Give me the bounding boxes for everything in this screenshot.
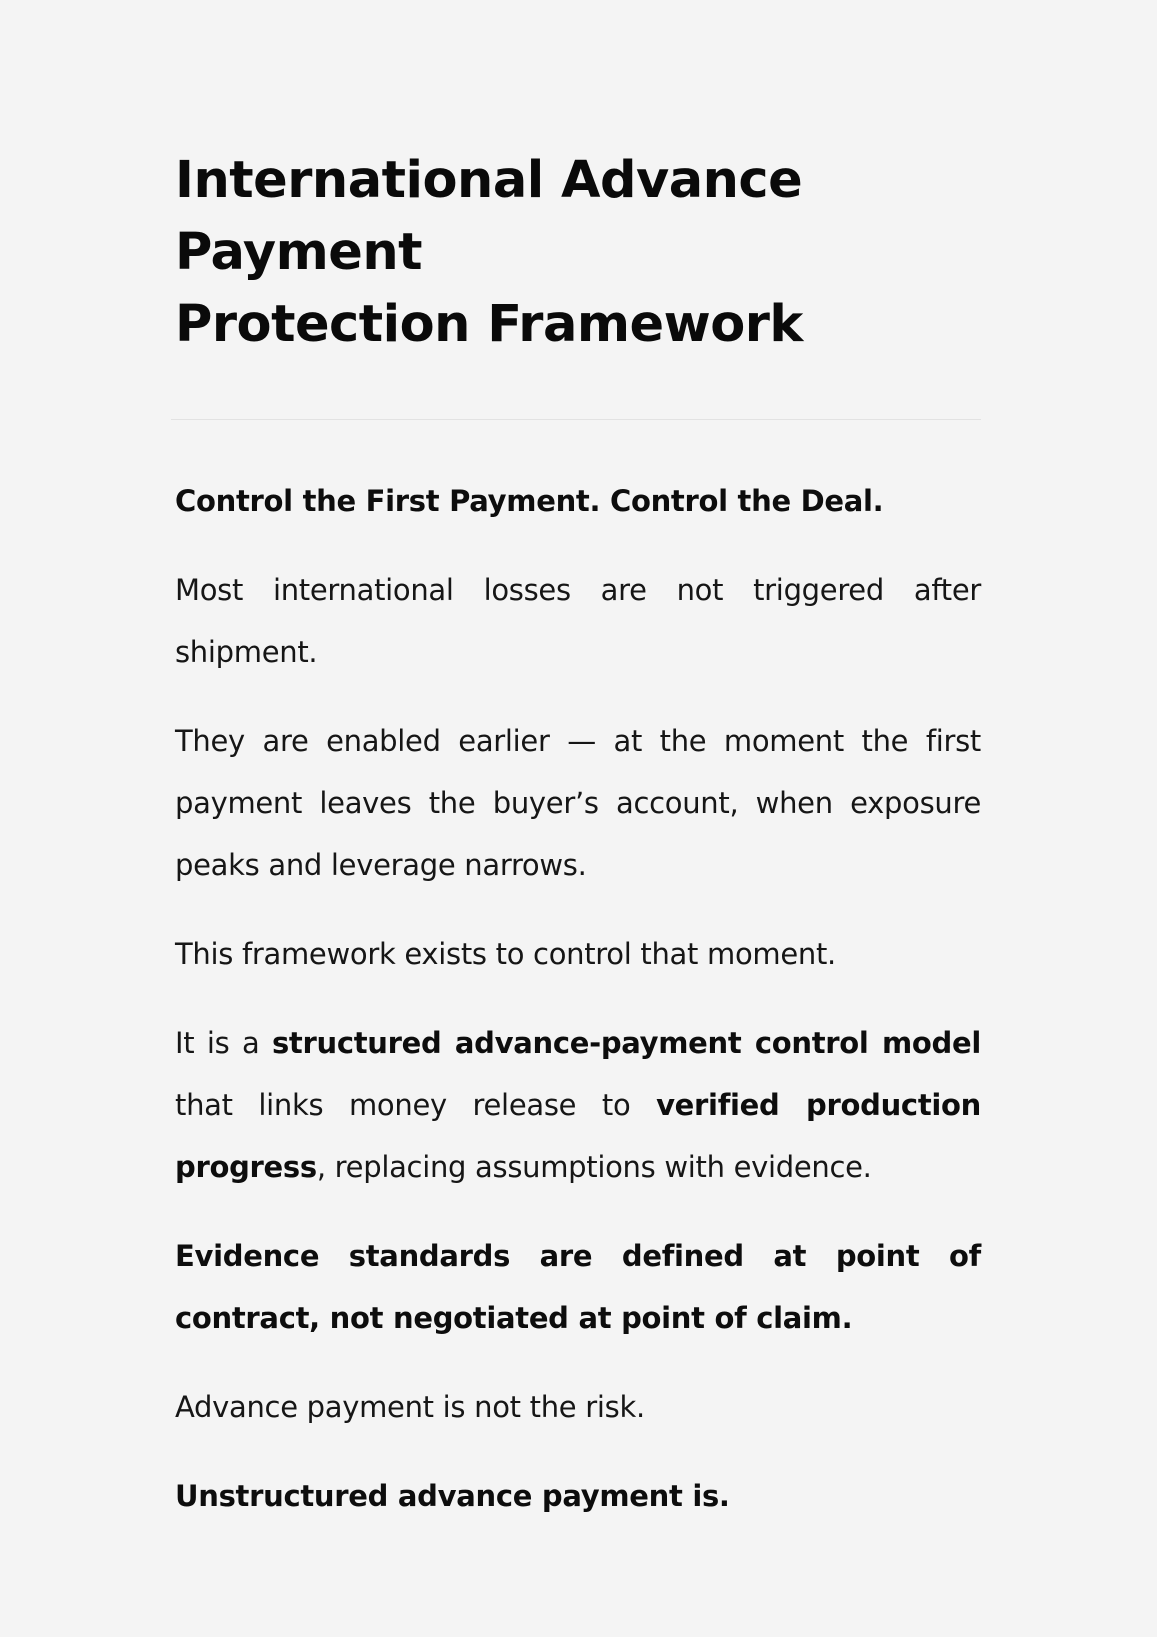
section-subheading: Control the First Payment. Control the Deal. <box>175 484 884 518</box>
title-line-2: Protection Framework <box>175 295 803 354</box>
control-model-emphasis-1: structured advance-payment control model <box>271 1026 981 1060</box>
control-model-text-1: It is a <box>175 1026 272 1060</box>
paragraph-framework-purpose: This framework exists to control that moment. <box>175 937 836 971</box>
title-line-1: International Advance Payment <box>175 151 803 282</box>
divider <box>171 419 981 420</box>
paragraph-first-payment: They are enabled earlier — at the moment the first payment leaves the buyer’s account, when exposure peaks and leverage narrows. <box>175 724 981 882</box>
paragraph-losses: Most international losses are not triggered after shipment. <box>175 573 981 669</box>
paragraph-unstructured: Unstructured advance payment is. <box>175 1479 730 1513</box>
control-model-emphasis-2: verified production progress <box>175 1088 981 1184</box>
document-title <box>175 145 981 361</box>
paragraph-control-model <box>175 1012 981 1198</box>
control-model-text-2: that links money release to <box>175 1088 657 1122</box>
paragraph-evidence-standards: Evidence standards are defined at point of contract, not negotiated at point of claim. <box>175 1239 981 1335</box>
paragraph-not-the-risk: Advance payment is not the risk. <box>175 1390 645 1424</box>
document-body <box>175 470 981 1527</box>
control-model-text-3: , replacing assumptions with evidence. <box>316 1150 872 1184</box>
